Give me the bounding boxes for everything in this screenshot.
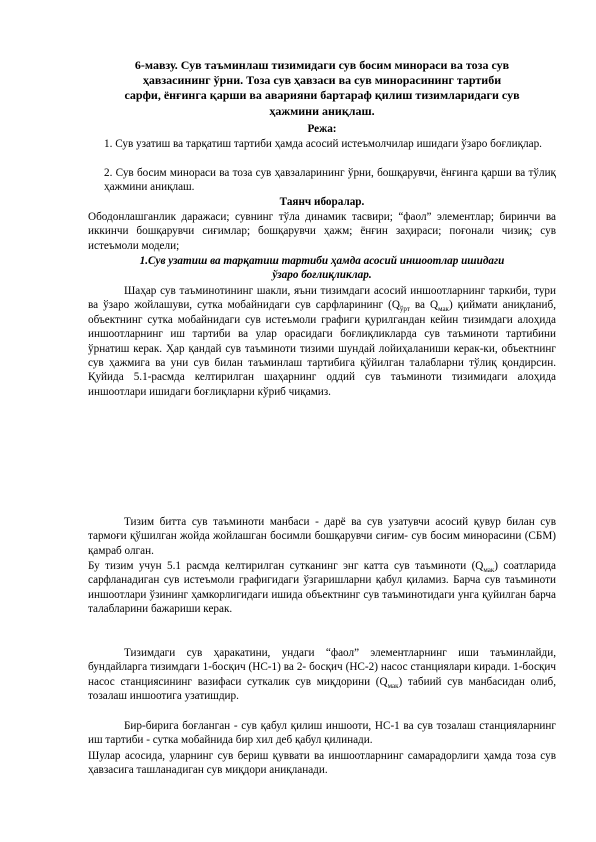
key-terms-heading: Таянч иборалар. xyxy=(279,196,365,208)
document-title xyxy=(88,58,556,119)
paragraph-3-part-b: ) соатларида сарфланадиган сув истеъмоли графигидаги ўзгаришларни қабул қиламиз. Барча сув таъминоти иншоотлари ўзининг ҳамкорлигидаги ишида объектнинг сув таъминотидаги унга қуйилган барча талабларини бажариши керак. xyxy=(88,560,557,616)
paragraph-1-part-b: ва Q xyxy=(409,299,439,312)
q-subscript-max: мак xyxy=(438,305,449,314)
paragraph-2: Тизим битта сув таъминоти манбаси - дарё ва сув узатувчи асосий қувур билан сув тармоғи қўшилган жойда жойлашган босимли бошқарувчи сиғим- сув босим минорасини (СБМ) қамраб олган. xyxy=(88,516,556,557)
paragraph-3 xyxy=(88,559,556,617)
q-subscript-max: мак xyxy=(483,566,495,575)
key-terms-text: Ободонлашганлик даражаси; сувнинг тўла динамик тасвири; “фаол” элементлар; биринчи ва иккинчи бошқарувчи сиғимлар; бошқарувчи ҳажм; ёнғин заҳираси; поғонали чизиқ; сув истеъмоли модели; xyxy=(88,211,556,252)
paragraph-5: Бир-бирига боғланган - сув қабул қилиш иншооти, НС-1 ва сув тозалаш станцияларнинг иш тартиби - сутка мобайнида бир хил деб қабул қилинади. xyxy=(88,720,556,747)
section-1-heading-line-2: ўзаро боғлиқликлар. xyxy=(272,269,372,282)
paragraph-3-part-a: Бу тизим учун 5.1 расмда келтирилган сутканинг энг катта сув таъминоти (Q xyxy=(88,560,484,572)
paragraph-1 xyxy=(88,284,556,399)
paragraph-4 xyxy=(88,646,556,704)
plan-item-2: 2. Сув босим минораси ва тоза сув ҳавзаларининг ўрни, бошқарувчи, ёнғинга қарши ва тўлиқ ҳажмини аниқлаш. xyxy=(104,167,556,194)
paragraph-1-part-a: Шаҳар сув таъминотининг шакли, яъни тизимдаги асосий иншоотларнинг таркиби, тури ва ўзаро жойлашуви, сутка мобайнидаги сув сарфларининг (Q xyxy=(88,285,556,312)
plan-heading: Режа: xyxy=(307,123,337,135)
section-1-heading-line-1: 1.Сув узатиш ва тарқатиш тартиби ҳамда асосий иншоотлар ишидаги xyxy=(139,255,505,267)
paragraph-4-part-a: Тизимдаги сув ҳаракатини, ундаги “фаол” элементларнинг иши таъминлайди, бундайларга тизимдаги 1-босқич (НС-1) ва 2- босқич (НС-2) насос станциялари киради. 1-босқич насос станциясининг вазифаси суткалик сув миқдорини (Q xyxy=(88,647,556,688)
q-subscript-max: мак xyxy=(387,682,399,691)
paragraph-6: Шулар асосида, уларнинг сув бериш қуввати ва иншоотларнинг самарадорлиги ҳамда тоза сув ҳавзасига ташланадиган сув миқдори аниқланади. xyxy=(88,750,556,777)
title-line-1: 6-мавзу. Сув таъминлаш тизимидаги сув босим минораси ва тоза сув xyxy=(134,58,510,72)
title-line-2: ҳавзасининг ўрни. Тоза сув ҳавзаси ва сув минорасининг тартиби xyxy=(142,73,502,88)
plan-item-1: 1. Сув узатиш ва тарқатиш тартиби ҳамда асосий истеъмолчилар ишидаги ўзаро боғлиқлар. xyxy=(104,138,542,150)
title-line-3: сарфи, ёнғинга қарши ва аварияни бартараф қилиш тизимларидаги сув xyxy=(124,88,520,103)
paragraph-4-part-b: ) табиий сув манбасидан олиб, тозалаш иншоотига узатишдир. xyxy=(88,675,557,703)
section-1-heading xyxy=(88,254,556,283)
title-line-4: ҳажмини аниқлаш. xyxy=(269,103,375,118)
q-subscript-avg: ўрт xyxy=(399,305,410,314)
paragraph-1-part-c: ) қиймати аниқланиб, объектнинг сутка мобайнидаги сув истеъмоли графиги қурилгандан кейин тизимдаги алоҳида иншоотларнинг иш тартиби ва улар орасидаги боғлиқликларда сув таъминоти тартибини ўрнатиш керак. Ҳар қандай сув таъминоти тизими шундай лойиҳаланиши керак-ки, объектнинг сув ҳажмига ва уни сув билан таъминлаш тартибига қўйилган талабларни тўлиқ қондирсин. Қуйида 5.1-расмда келтирилган шаҳарнинг оддий сув таъминоти тизимидаги алоҳида иншоотлари ишидаги боғлиқларни кўриб чиқамиз. xyxy=(88,299,557,398)
